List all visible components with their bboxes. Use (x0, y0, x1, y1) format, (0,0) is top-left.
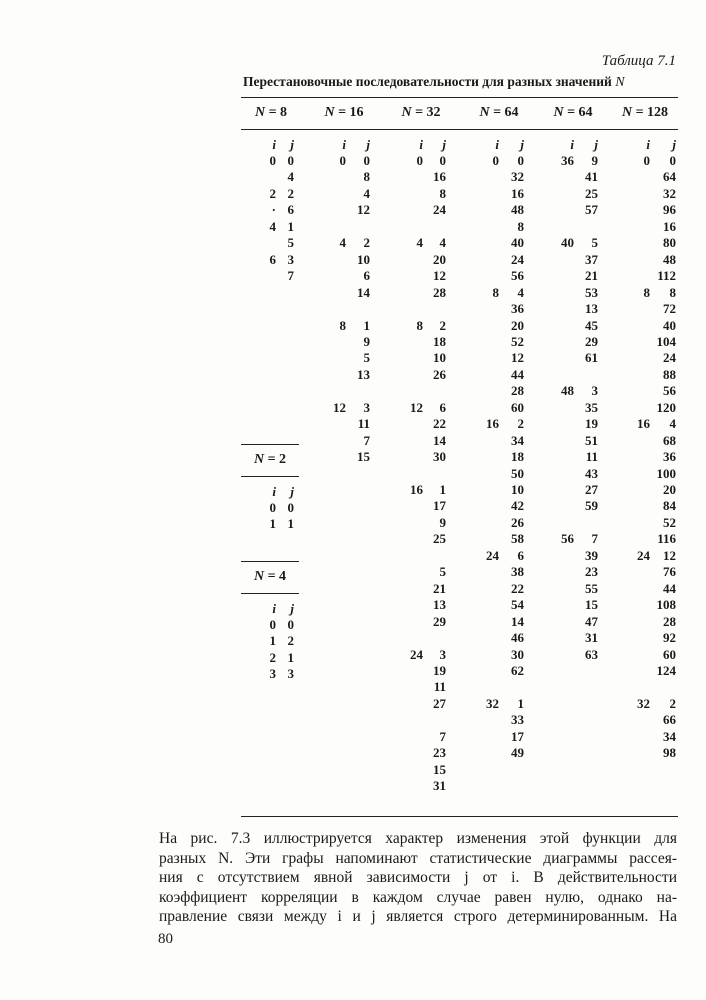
cell-j: 8 (363, 169, 370, 185)
cell-j: 24 (511, 251, 524, 267)
cell-j: 68 (663, 432, 676, 448)
cell-j: 3 (591, 383, 598, 399)
cell-j: 15 (357, 449, 370, 465)
cell-j: 13 (357, 366, 370, 382)
cell-j: 18 (511, 449, 524, 465)
cell-j: 6 (363, 268, 370, 284)
cell-j: 20 (511, 317, 524, 333)
cell-i: 56 (561, 531, 574, 547)
cell-j: 15 (433, 761, 446, 777)
cell-i: 24 (637, 547, 650, 563)
column-header (316, 105, 372, 121)
cell-i: 2 (269, 185, 276, 201)
cell-j: 16 (511, 185, 524, 201)
cell-j: 39 (585, 547, 598, 563)
cell-j: 52 (511, 333, 524, 349)
column-header-var: N (479, 105, 490, 120)
cell-j: 4 (669, 416, 676, 432)
cell-j: 21 (433, 580, 446, 596)
cell-j: 17 (511, 728, 524, 744)
cell-j: 8 (517, 218, 524, 234)
i-label: i (272, 137, 276, 152)
cell-j: 10 (357, 251, 370, 267)
body-paragraph (159, 829, 677, 927)
cell-j: 98 (663, 745, 676, 761)
cell-j: 28 (511, 383, 524, 399)
j-label: j (520, 137, 524, 152)
column-header (542, 105, 604, 121)
cell-j: 37 (585, 251, 598, 267)
cell-j: 18 (433, 333, 446, 349)
cell-j: 84 (663, 498, 676, 514)
cell-j: 100 (656, 465, 676, 481)
j-label: j (290, 137, 294, 152)
cell-j: 88 (663, 366, 676, 382)
cell-i: · (271, 202, 276, 218)
cell-j: 72 (663, 301, 676, 317)
cell-j: 1 (439, 482, 446, 497)
column-header-var: N (621, 105, 633, 120)
cell-j: 58 (511, 531, 524, 547)
cell-j: 23 (585, 564, 598, 580)
cell-j: 43 (585, 465, 598, 481)
cell-j: 50 (511, 465, 524, 481)
cell-i: 8 (416, 317, 423, 333)
cell-j: 41 (585, 169, 598, 185)
cell-j: 36 (511, 301, 524, 317)
cell-j: 16 (433, 169, 446, 185)
cell-j: 32 (663, 185, 676, 201)
small-table-rule (241, 444, 299, 445)
cell-j: 7 (439, 728, 446, 744)
column-header-value: = 128 (632, 105, 669, 120)
n2-table-cell-i: 1 (269, 516, 276, 532)
table-title (243, 74, 625, 91)
column-header (243, 105, 299, 121)
cell-j: 76 (663, 564, 676, 580)
cell-j: 26 (511, 514, 524, 530)
n2-table-header (241, 452, 299, 468)
cell-j: 112 (657, 268, 676, 284)
cell-j: 9 (439, 514, 446, 530)
i-label: i (419, 137, 423, 152)
cell-i: 16 (410, 482, 423, 497)
cell-i: 0 (416, 153, 423, 168)
paragraph-line-5: правление связи между i и j является строго детерминированным. На (159, 908, 677, 926)
cell-i: 0 (269, 153, 276, 168)
cell-j: 25 (585, 185, 598, 201)
column-header-var: N (553, 105, 564, 120)
n2-table-header-var: N (253, 452, 265, 467)
cell-j: 59 (585, 498, 598, 514)
cell-j: 29 (433, 613, 446, 629)
cell-j: 104 (656, 333, 676, 349)
cell-j: 55 (585, 580, 598, 596)
n4-table-cell-i: 3 (269, 666, 276, 682)
cell-j: 7 (287, 268, 294, 284)
cell-j: 12 (433, 268, 446, 284)
cell-j: 30 (511, 646, 524, 662)
cell-j: 34 (663, 728, 676, 744)
cell-j: 1 (363, 317, 370, 333)
cell-j: 0 (439, 153, 446, 168)
paragraph-line-3: ния с отсутствием явной зависимости j от i. В действительности (159, 869, 677, 887)
cell-j: 108 (656, 597, 676, 613)
page-number: 80 (158, 931, 173, 947)
cell-j: 4 (287, 169, 294, 185)
cell-j: 7 (363, 432, 370, 448)
column-header (468, 105, 530, 121)
cell-j: 51 (585, 432, 598, 448)
paragraph-line-1: На рис. 7.3 иллюстрируется характер изменения этой функции для (159, 830, 677, 847)
cell-i: 4 (339, 235, 346, 251)
n2-table-header-value: = 2 (264, 452, 287, 467)
cell-j: 15 (585, 597, 598, 613)
cell-j: 40 (511, 235, 524, 251)
column-header (612, 105, 678, 121)
n4-table-header-var: N (253, 569, 265, 584)
cell-j: 61 (585, 350, 598, 366)
n4-table-header-value: = 4 (264, 569, 287, 584)
j-label: j (366, 137, 370, 152)
cell-i: 32 (486, 695, 499, 711)
cell-j: 6 (287, 202, 294, 218)
cell-j: 11 (433, 679, 446, 695)
cell-i: 0 (643, 153, 650, 168)
cell-j: 27 (433, 695, 446, 711)
cell-j: 54 (511, 597, 524, 613)
cell-j: 44 (663, 580, 676, 596)
j-label: j (442, 137, 446, 152)
cell-i: 48 (561, 383, 574, 399)
n2-table-cell-j: 0 (287, 500, 294, 515)
cell-j: 6 (517, 547, 524, 563)
cell-j: 33 (511, 712, 524, 728)
cell-j: 31 (585, 630, 598, 646)
cell-j: 2 (669, 695, 676, 711)
column-header (390, 105, 452, 121)
cell-j: 63 (585, 646, 598, 662)
cell-i: 12 (333, 399, 346, 415)
n4-table-header (241, 569, 299, 585)
cell-j: 120 (656, 399, 676, 415)
cell-j: 19 (433, 662, 446, 678)
cell-i: 8 (492, 284, 499, 300)
cell-j: 4 (517, 284, 524, 300)
j-label: j (594, 137, 598, 152)
cell-j: 12 (663, 547, 676, 563)
cell-i: 32 (637, 695, 650, 711)
column-header-value: = 64 (489, 105, 519, 120)
cell-j: 44 (511, 366, 524, 382)
cell-j: 12 (357, 202, 370, 218)
cell-j: 28 (433, 284, 446, 300)
cell-j: 11 (585, 449, 598, 465)
table-caption: Таблица 7.1 (601, 53, 676, 69)
n4-table-cell-j: 1 (287, 649, 294, 665)
cell-j: 47 (585, 613, 598, 629)
cell-j: 26 (433, 366, 446, 382)
column-header-value: = 16 (334, 105, 364, 120)
cell-j: 6 (439, 399, 446, 415)
cell-j: 29 (585, 333, 598, 349)
column-header-var: N (324, 105, 335, 120)
cell-j: 12 (511, 350, 524, 366)
cell-j: 2 (517, 416, 524, 432)
cell-j: 32 (511, 169, 524, 185)
cell-i: 36 (561, 153, 574, 168)
paragraph-line-2: разных N. Эти графы напоминают статистические диаграммы рассея- (159, 849, 677, 867)
cell-i: 6 (269, 251, 276, 267)
cell-j: 116 (657, 531, 676, 547)
paragraph-line-4: коэффициент корреляции в каждом случае равен нулю, однако на- (159, 888, 677, 906)
cell-j: 0 (287, 153, 294, 168)
cell-i: 0 (492, 153, 499, 168)
cell-j: 13 (585, 301, 598, 317)
cell-j: 31 (433, 778, 446, 794)
n2-table-j-label: j (290, 484, 294, 499)
cell-j: 7 (591, 531, 598, 547)
cell-j: 96 (663, 202, 676, 218)
n2-table-cell-i: 0 (269, 500, 276, 515)
cell-j: 20 (433, 251, 446, 267)
cell-i: 12 (410, 399, 423, 415)
cell-i: 16 (486, 416, 499, 432)
j-label: j (672, 137, 676, 152)
cell-j: 45 (585, 317, 598, 333)
i-label: i (570, 137, 574, 152)
cell-j: 14 (511, 613, 524, 629)
cell-j: 56 (511, 268, 524, 284)
bottom-rule (241, 816, 678, 817)
cell-i: 16 (637, 416, 650, 432)
column-header-value: = 8 (265, 105, 288, 120)
cell-j: 56 (663, 383, 676, 399)
cell-j: 30 (433, 449, 446, 465)
n4-table-cell-j: 0 (287, 617, 294, 632)
cell-j: 38 (511, 564, 524, 580)
n4-table-cell-i: 2 (269, 649, 276, 665)
cell-j: 46 (511, 630, 524, 646)
cell-j: 2 (287, 185, 294, 201)
cell-j: 5 (363, 350, 370, 366)
cell-j: 10 (511, 482, 524, 497)
cell-j: 0 (669, 153, 676, 168)
cell-j: 5 (287, 235, 294, 251)
table-title-var: N (615, 75, 625, 90)
cell-j: 17 (433, 498, 446, 514)
cell-i: 24 (410, 646, 423, 662)
table-title-text: Перестановочные последовательности для разных значений (243, 74, 612, 89)
cell-j: 5 (591, 235, 598, 251)
cell-j: 80 (663, 235, 676, 251)
cell-j: 66 (663, 712, 676, 728)
cell-j: 22 (511, 580, 524, 596)
cell-i: 8 (339, 317, 346, 333)
cell-j: 10 (433, 350, 446, 366)
cell-j: 0 (363, 153, 370, 168)
cell-j: 60 (663, 646, 676, 662)
i-label: i (646, 137, 650, 152)
cell-j: 92 (663, 630, 676, 646)
cell-j: 64 (663, 169, 676, 185)
n2-table-i-label: i (272, 484, 276, 499)
cell-i: 4 (416, 235, 423, 251)
cell-j: 4 (363, 185, 370, 201)
cell-j: 25 (433, 531, 446, 547)
cell-j: 8 (669, 284, 676, 300)
n4-table-cell-i: 0 (269, 617, 276, 632)
cell-j: 20 (663, 482, 676, 497)
cell-j: 3 (439, 646, 446, 662)
column-header-value: = 64 (563, 105, 593, 120)
cell-j: 48 (511, 202, 524, 218)
cell-j: 4 (439, 235, 446, 251)
cell-j: 42 (511, 498, 524, 514)
i-label: i (342, 137, 346, 152)
n4-table-cell-j: 3 (287, 666, 294, 682)
column-header-var: N (401, 105, 412, 120)
cell-j: 28 (663, 613, 676, 629)
cell-j: 49 (511, 745, 524, 761)
column-header-value: = 32 (411, 105, 441, 120)
cell-j: 21 (585, 268, 598, 284)
header-rule (241, 129, 678, 130)
cell-j: 19 (585, 416, 598, 432)
n4-table-cell-j: 2 (287, 633, 294, 649)
cell-i: 24 (486, 547, 499, 563)
cell-j: 52 (663, 514, 676, 530)
cell-j: 9 (363, 333, 370, 349)
column-header-var: N (254, 105, 266, 120)
cell-j: 36 (663, 449, 676, 465)
cell-i: 4 (269, 218, 276, 234)
n4-table-cell-i: 1 (269, 633, 276, 649)
cell-j: 11 (357, 416, 370, 432)
cell-j: 0 (517, 153, 524, 168)
cell-j: 48 (663, 251, 676, 267)
cell-j: 2 (363, 235, 370, 251)
small-table-rule (241, 561, 299, 562)
cell-j: 1 (287, 218, 294, 234)
cell-j: 40 (663, 317, 676, 333)
cell-i: 40 (561, 235, 574, 251)
cell-j: 13 (433, 597, 446, 613)
cell-j: 5 (439, 564, 446, 580)
cell-j: 62 (511, 662, 524, 678)
cell-j: 3 (287, 251, 294, 267)
cell-j: 27 (585, 482, 598, 497)
small-table-rule (241, 593, 299, 594)
cell-j: 24 (433, 202, 446, 218)
cell-j: 8 (439, 185, 446, 201)
cell-j: 57 (585, 202, 598, 218)
n4-table-j-label: j (290, 601, 294, 616)
cell-j: 3 (363, 399, 370, 415)
cell-j: 24 (663, 350, 676, 366)
n2-table-cell-j: 1 (287, 516, 294, 532)
cell-j: 16 (663, 218, 676, 234)
cell-j: 14 (433, 432, 446, 448)
cell-i: 8 (643, 284, 650, 300)
small-table-rule (241, 476, 299, 477)
cell-j: 53 (585, 284, 598, 300)
cell-j: 14 (357, 284, 370, 300)
cell-j: 124 (656, 662, 676, 678)
cell-j: 23 (433, 745, 446, 761)
cell-j: 35 (585, 399, 598, 415)
cell-j: 34 (511, 432, 524, 448)
cell-j: 22 (433, 416, 446, 432)
cell-j: 60 (511, 399, 524, 415)
cell-j: 1 (517, 695, 524, 711)
cell-j: 2 (439, 317, 446, 333)
i-label: i (495, 137, 499, 152)
n4-table-i-label: i (272, 601, 276, 616)
cell-j: 9 (591, 153, 598, 168)
top-rule (241, 97, 678, 98)
cell-i: 0 (339, 153, 346, 168)
